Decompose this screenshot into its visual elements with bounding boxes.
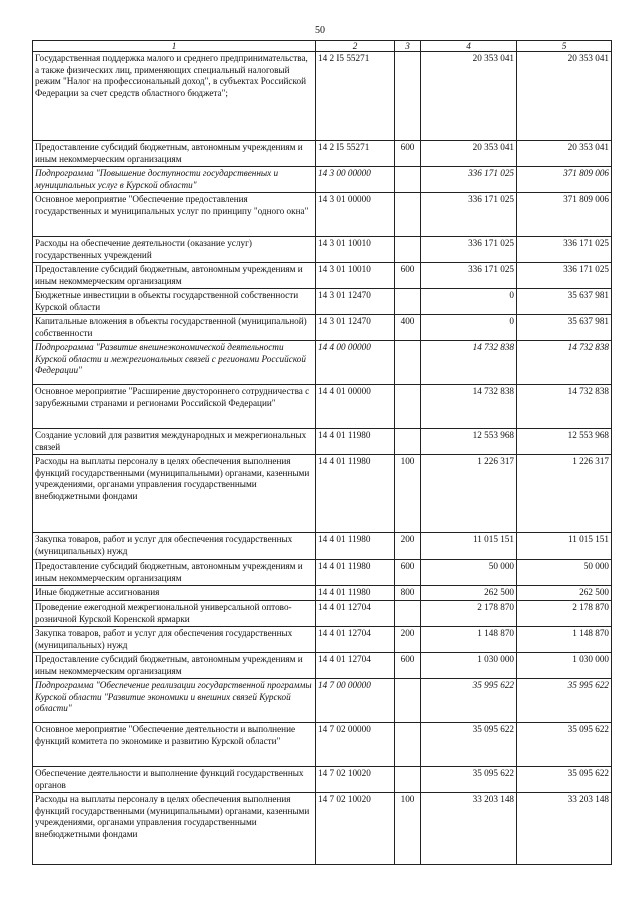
row-amount-year1: 1 148 870 <box>421 627 517 653</box>
col-header-4: 4 <box>421 41 517 52</box>
row-amount-year2: 14 732 838 <box>517 385 612 429</box>
table-row <box>33 679 612 723</box>
row-amount-year2: 50 000 <box>517 560 612 586</box>
row-name: Основное мероприятие "Обеспечение деятельности и выполнение функций комитета по экономике и развитию Курской области" <box>33 723 316 767</box>
row-amount-year2: 20 353 041 <box>517 52 612 141</box>
row-amount-year1: 35 095 622 <box>421 767 517 793</box>
table-row <box>33 627 612 653</box>
row-amount-year2: 336 171 025 <box>517 237 612 263</box>
col-header-3: 3 <box>395 41 421 52</box>
row-expense-type <box>395 52 421 141</box>
row-amount-year1: 12 553 968 <box>421 429 517 455</box>
row-expense-type: 600 <box>395 141 421 167</box>
row-code: 14 4 01 12704 <box>316 627 395 653</box>
row-code: 14 4 01 11980 <box>316 429 395 455</box>
row-expense-type: 600 <box>395 263 421 289</box>
row-amount-year2: 33 203 148 <box>517 793 612 865</box>
row-amount-year2: 14 732 838 <box>517 341 612 385</box>
row-code: 14 3 01 12470 <box>316 315 395 341</box>
page-number: 50 <box>315 25 325 36</box>
row-expense-type <box>395 679 421 723</box>
row-expense-type <box>395 767 421 793</box>
row-amount-year1: 20 353 041 <box>421 141 517 167</box>
row-name: Основное мероприятие "Обеспечение предоставления государственных и муниципальных услуг по принципу "одного окна" <box>33 193 316 237</box>
row-name: Предоставление субсидий бюджетным, автономным учреждениям и иным некоммерческим организациям <box>33 653 316 679</box>
row-expense-type: 600 <box>395 560 421 586</box>
row-name: Создание условий для развития международных и межрегиональных связей <box>33 429 316 455</box>
col-header-5: 5 <box>517 41 612 52</box>
table-row <box>33 315 612 341</box>
row-amount-year1: 20 353 041 <box>421 52 517 141</box>
row-name: Расходы на выплаты персоналу в целях обеспечения выполнения функций государственными (муниципальными) органами, казенными учреждениями, органами управления государственными внебюджетными фондами <box>33 455 316 533</box>
row-amount-year1: 35 995 622 <box>421 679 517 723</box>
row-code: 14 7 02 10020 <box>316 793 395 865</box>
row-code: 14 3 01 12470 <box>316 289 395 315</box>
row-name: Подпрограмма "Повышение доступности государственных и муниципальных услуг в Курской области" <box>33 167 316 193</box>
row-amount-year2: 1 226 317 <box>517 455 612 533</box>
row-expense-type: 600 <box>395 653 421 679</box>
table-row <box>33 653 612 679</box>
row-amount-year2: 35 095 622 <box>517 767 612 793</box>
row-code: 14 4 01 12704 <box>316 601 395 627</box>
row-expense-type <box>395 289 421 315</box>
row-amount-year2: 1 030 000 <box>517 653 612 679</box>
row-name: Подпрограмма "Обеспечение реализации государственной программы Курской области "Развитие экономики и внешних связей Курской области" <box>33 679 316 723</box>
row-expense-type: 200 <box>395 533 421 560</box>
row-name: Капитальные вложения в объекты государственной (муниципальной) собственности <box>33 315 316 341</box>
row-amount-year1: 50 000 <box>421 560 517 586</box>
row-code: 14 4 00 00000 <box>316 341 395 385</box>
row-amount-year1: 14 732 838 <box>421 385 517 429</box>
row-name: Иные бюджетные ассигнования <box>33 586 316 601</box>
row-amount-year1: 14 732 838 <box>421 341 517 385</box>
row-expense-type <box>395 237 421 263</box>
table-row <box>33 601 612 627</box>
row-code: 14 7 02 00000 <box>316 723 395 767</box>
row-amount-year2: 35 637 981 <box>517 289 612 315</box>
row-amount-year1: 2 178 870 <box>421 601 517 627</box>
table-row <box>33 586 612 601</box>
row-name: Бюджетные инвестиции в объекты государственной собственности Курской области <box>33 289 316 315</box>
row-amount-year2: 12 553 968 <box>517 429 612 455</box>
table-row <box>33 533 612 560</box>
table-row <box>33 767 612 793</box>
row-amount-year1: 1 030 000 <box>421 653 517 679</box>
row-amount-year2: 35 637 981 <box>517 315 612 341</box>
row-expense-type <box>395 601 421 627</box>
col-header-2: 2 <box>316 41 395 52</box>
table-row <box>33 167 612 193</box>
row-amount-year1: 0 <box>421 315 517 341</box>
column-number-header <box>33 41 612 52</box>
table-row <box>33 560 612 586</box>
row-code: 14 7 00 00000 <box>316 679 395 723</box>
row-amount-year2: 262 500 <box>517 586 612 601</box>
row-amount-year2: 2 178 870 <box>517 601 612 627</box>
table-row <box>33 263 612 289</box>
row-expense-type: 800 <box>395 586 421 601</box>
row-expense-type: 100 <box>395 793 421 865</box>
row-code: 14 2 I5 55271 <box>316 52 395 141</box>
row-code: 14 4 01 11980 <box>316 455 395 533</box>
budget-table <box>32 40 612 865</box>
row-code: 14 3 01 10010 <box>316 237 395 263</box>
row-name: Предоставление субсидий бюджетным, автономным учреждениям и иным некоммерческим организациям <box>33 560 316 586</box>
row-amount-year2: 20 353 041 <box>517 141 612 167</box>
row-expense-type <box>395 167 421 193</box>
row-amount-year2: 11 015 151 <box>517 533 612 560</box>
row-code: 14 7 02 10020 <box>316 767 395 793</box>
row-name: Расходы на выплаты персоналу в целях обеспечения выполнения функций государственными (муниципальными) органами, казенными учреждениями, органами управления государственными внебюджетными фондами <box>33 793 316 865</box>
row-amount-year2: 336 171 025 <box>517 263 612 289</box>
row-code: 14 2 I5 55271 <box>316 141 395 167</box>
row-amount-year1: 336 171 025 <box>421 167 517 193</box>
row-code: 14 3 01 00000 <box>316 193 395 237</box>
table-row <box>33 385 612 429</box>
row-name: Закупка товаров, работ и услуг для обеспечения государственных (муниципальных) нужд <box>33 533 316 560</box>
row-amount-year1: 11 015 151 <box>421 533 517 560</box>
row-expense-type <box>395 341 421 385</box>
row-name: Закупка товаров, работ и услуг для обеспечения государственных (муниципальных) нужд <box>33 627 316 653</box>
row-expense-type <box>395 429 421 455</box>
row-amount-year2: 371 809 006 <box>517 193 612 237</box>
row-code: 14 4 01 11980 <box>316 533 395 560</box>
row-amount-year2: 35 095 622 <box>517 723 612 767</box>
row-amount-year1: 336 171 025 <box>421 237 517 263</box>
row-code: 14 3 00 00000 <box>316 167 395 193</box>
row-name: Расходы на обеспечение деятельности (оказание услуг) государственных учреждений <box>33 237 316 263</box>
table-row <box>33 455 612 533</box>
row-name: Предоставление субсидий бюджетным, автономным учреждениям и иным некоммерческим организациям <box>33 141 316 167</box>
row-name: Предоставление субсидий бюджетным, автономным учреждениям и иным некоммерческим организациям <box>33 263 316 289</box>
row-code: 14 4 01 00000 <box>316 385 395 429</box>
table-row <box>33 723 612 767</box>
row-code: 14 4 01 11980 <box>316 560 395 586</box>
row-name: Подпрограмма "Развитие внешнеэкономической деятельности Курской области и межрегиональных связей с регионами Российской Федерации" <box>33 341 316 385</box>
row-expense-type <box>395 193 421 237</box>
row-name: Обеспечение деятельности и выполнение функций государственных органов <box>33 767 316 793</box>
row-amount-year2: 371 809 006 <box>517 167 612 193</box>
table-row <box>33 289 612 315</box>
row-amount-year1: 1 226 317 <box>421 455 517 533</box>
row-code: 14 4 01 12704 <box>316 653 395 679</box>
table-row <box>33 141 612 167</box>
row-expense-type <box>395 385 421 429</box>
row-amount-year1: 35 095 622 <box>421 723 517 767</box>
row-amount-year1: 33 203 148 <box>421 793 517 865</box>
row-amount-year2: 1 148 870 <box>517 627 612 653</box>
table-row <box>33 237 612 263</box>
row-code: 14 3 01 10010 <box>316 263 395 289</box>
row-amount-year2: 35 995 622 <box>517 679 612 723</box>
table-row <box>33 793 612 865</box>
table-row <box>33 341 612 385</box>
table-row <box>33 52 612 141</box>
row-amount-year1: 336 171 025 <box>421 263 517 289</box>
row-expense-type: 400 <box>395 315 421 341</box>
row-amount-year1: 336 171 025 <box>421 193 517 237</box>
row-amount-year1: 0 <box>421 289 517 315</box>
table-row <box>33 429 612 455</box>
row-amount-year1: 262 500 <box>421 586 517 601</box>
row-expense-type: 200 <box>395 627 421 653</box>
row-name: Основное мероприятие "Расширение двустороннего сотрудничества с зарубежными странами и регионами Российской Федерации" <box>33 385 316 429</box>
row-name: Государственная поддержка малого и среднего предпринимательства, а также физических лиц, применяющих специальный налоговый режим "Налог на профессиональный доход", в субъектах Российской Федерации за счет средств областного бюджета"; <box>33 52 316 141</box>
row-code: 14 4 01 11980 <box>316 586 395 601</box>
col-header-1: 1 <box>33 41 316 52</box>
row-name: Проведение ежегодной межрегиональной универсальной оптово-розничной Курской Коренской ярмарки <box>33 601 316 627</box>
table-row <box>33 193 612 237</box>
row-expense-type: 100 <box>395 455 421 533</box>
row-expense-type <box>395 723 421 767</box>
